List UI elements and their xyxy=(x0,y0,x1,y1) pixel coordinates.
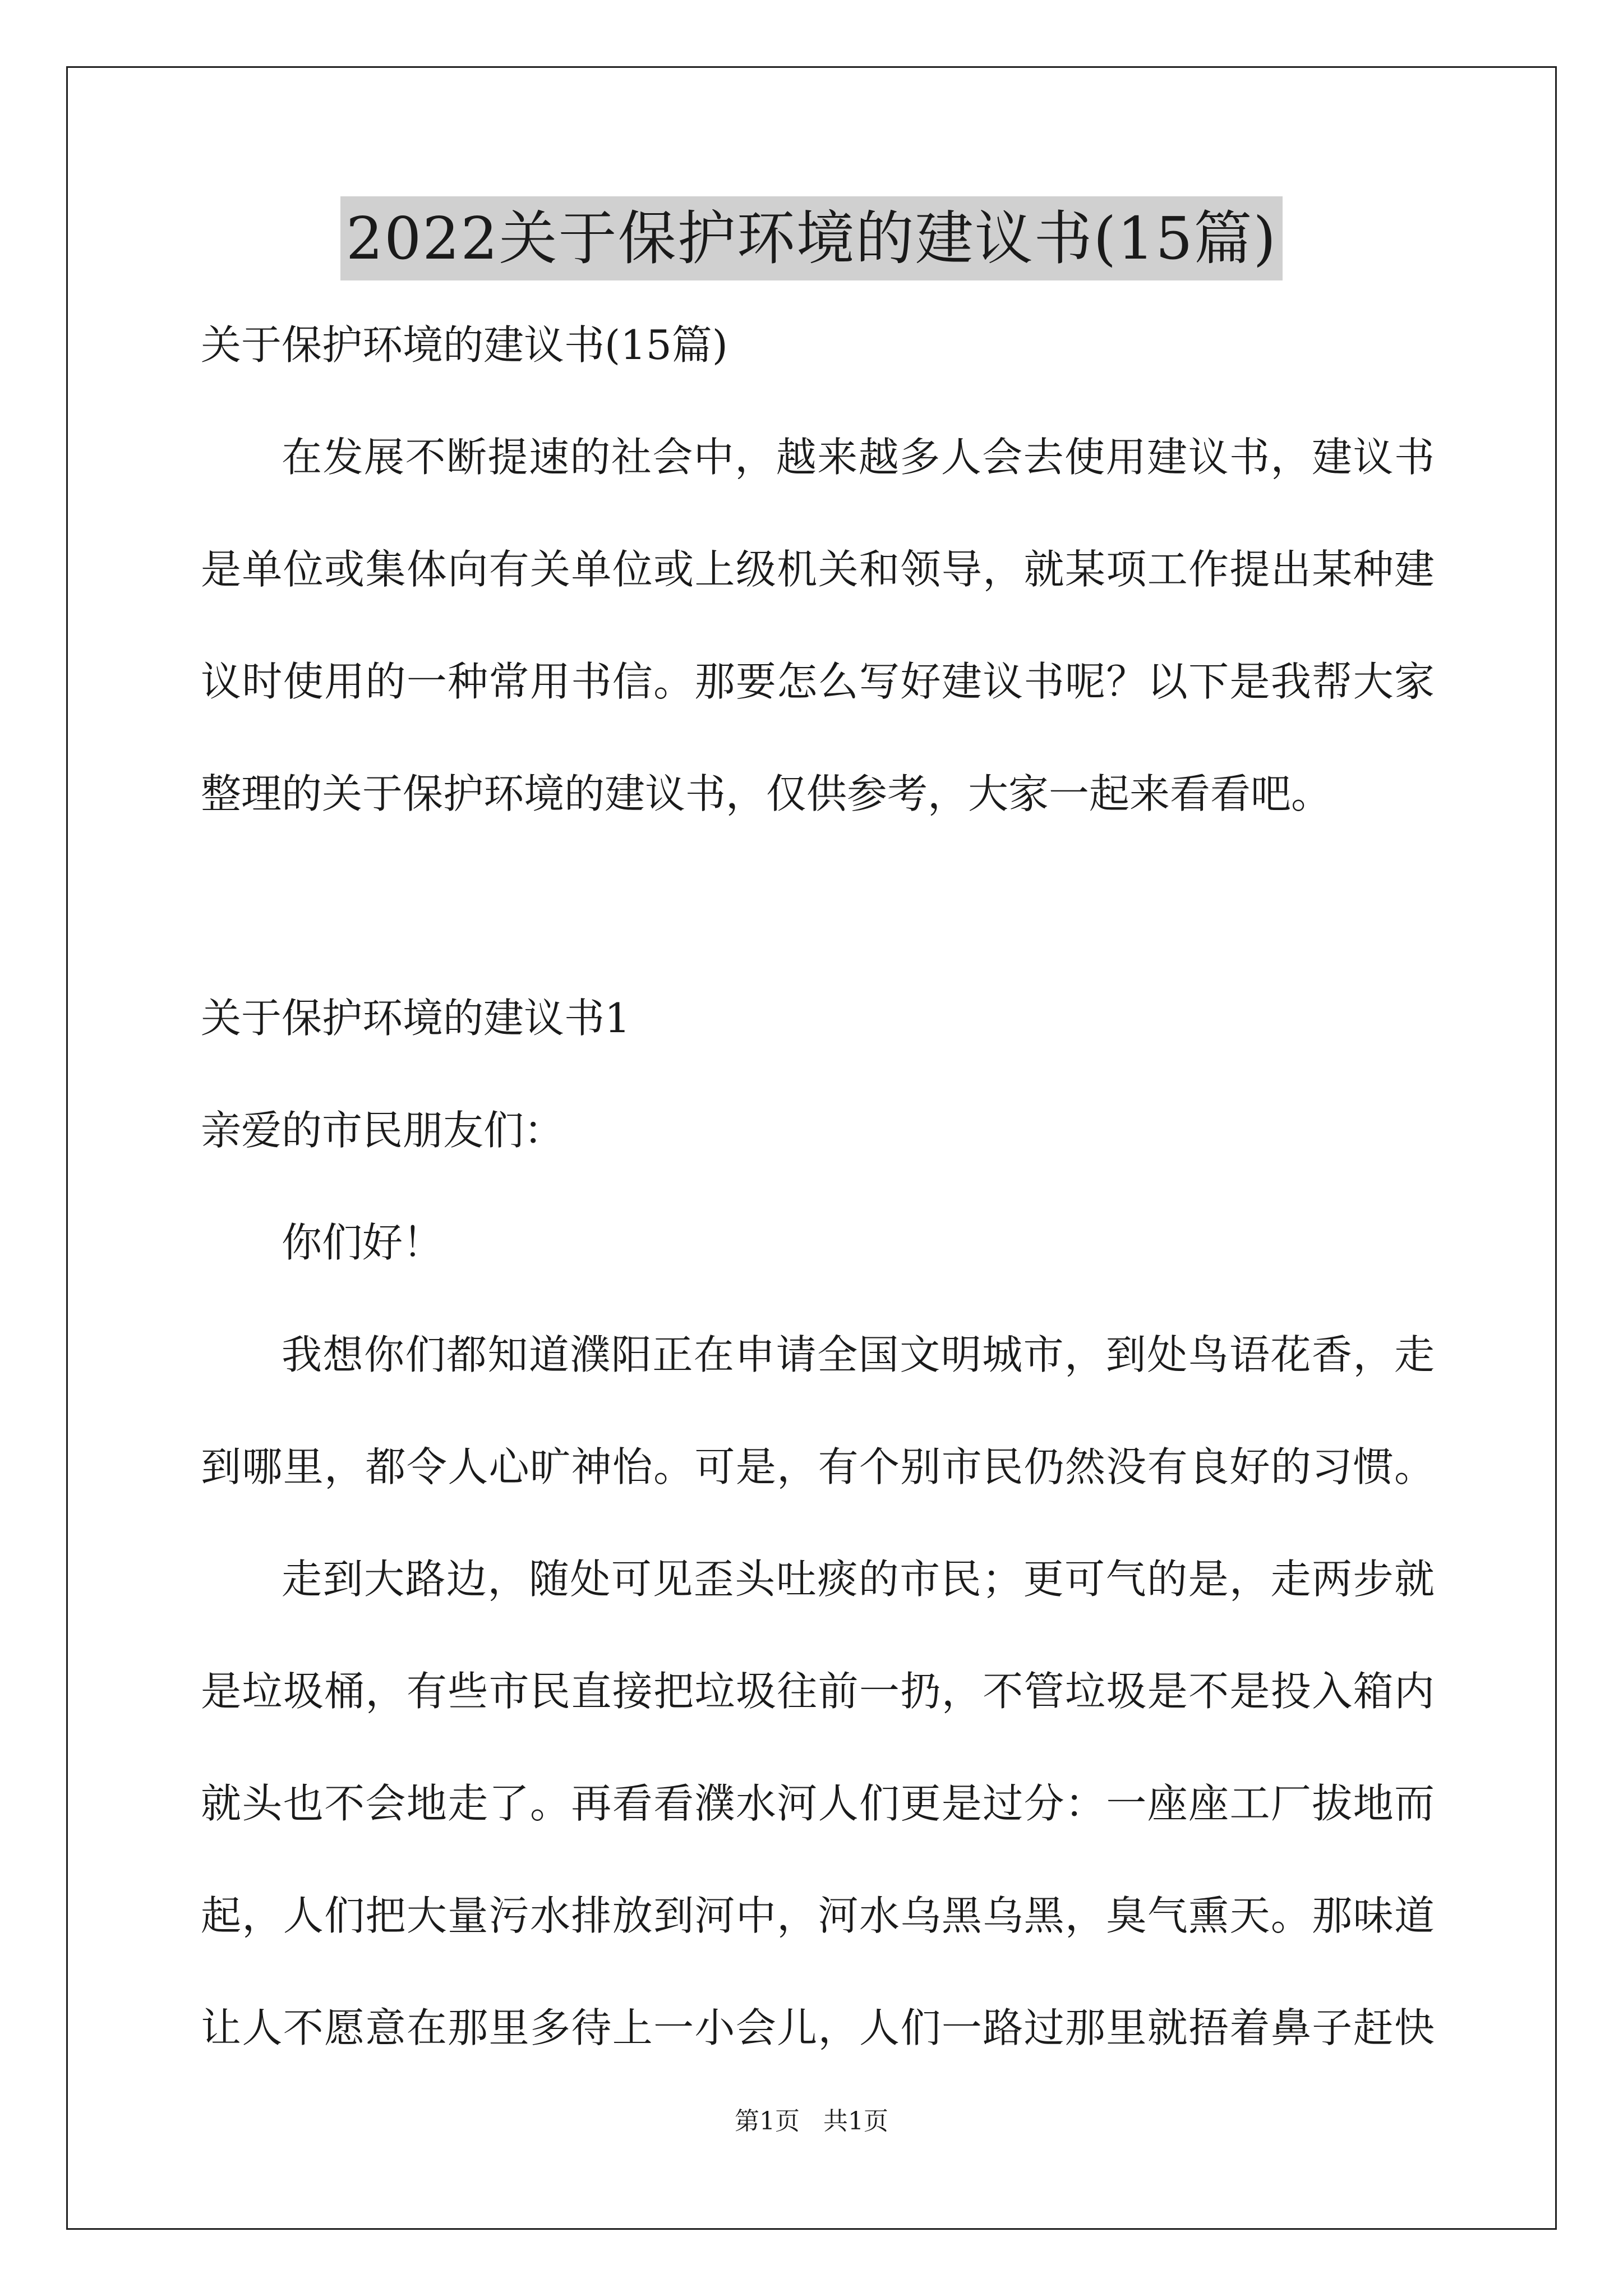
intro-line-3: 议时使用的一种常用书信。那要怎么写好建议书呢？以下是我帮大家 xyxy=(201,658,1435,705)
para2-line-5: 让人不愿意在那里多待上一小会儿，人们一路过那里就捂着鼻子赶快 xyxy=(201,2004,1435,2051)
para1-line-2: 到哪里，都令人心旷神怡。可是，有个别市民仍然没有良好的习惯。 xyxy=(201,1443,1435,1490)
para1-line-1: 我想你们都知道濮阳正在申请全国文明城市，到处鸟语花香，走 xyxy=(282,1331,1435,1378)
intro-line-1: 在发展不断提速的社会中，越来越多人会去使用建议书，建议书 xyxy=(282,434,1435,481)
document-title: 2022关于保护环境的建议书(15篇) xyxy=(340,196,1283,280)
title-container xyxy=(0,196,1623,280)
para2-line-1: 走到大路边，随处可见歪头吐痰的市民；更可气的是，走两步就 xyxy=(282,1556,1435,1603)
para2-line-4: 起，人们把大量污水排放到河中，河水乌黑乌黑，臭气熏天。那味道 xyxy=(201,1892,1435,1939)
intro-line-4: 整理的关于保护环境的建议书，仅供参考，大家一起来看看吧。 xyxy=(201,770,1332,817)
greeting: 你们好！ xyxy=(282,1219,444,1266)
salutation: 亲爱的市民朋友们： xyxy=(201,1107,565,1154)
document-body xyxy=(201,289,1435,2084)
paragraph-gap xyxy=(201,850,1435,962)
para2-line-2: 是垃圾桶，有些市民直接把垃圾往前一扔，不管垃圾是不是投入箱内 xyxy=(201,1668,1435,1715)
document-subtitle: 关于保护环境的建议书(15篇) xyxy=(201,321,728,369)
section-heading: 关于保护环境的建议书1 xyxy=(201,995,630,1042)
intro-line-2: 是单位或集体向有关单位或上级机关和领导，就某项工作提出某种建 xyxy=(201,546,1435,593)
page-footer: 第1页 共1页 xyxy=(735,2107,888,2136)
para2-line-3: 就头也不会地走了。再看看濮水河人们更是过分：一座座工厂拔地而 xyxy=(201,1780,1435,1827)
